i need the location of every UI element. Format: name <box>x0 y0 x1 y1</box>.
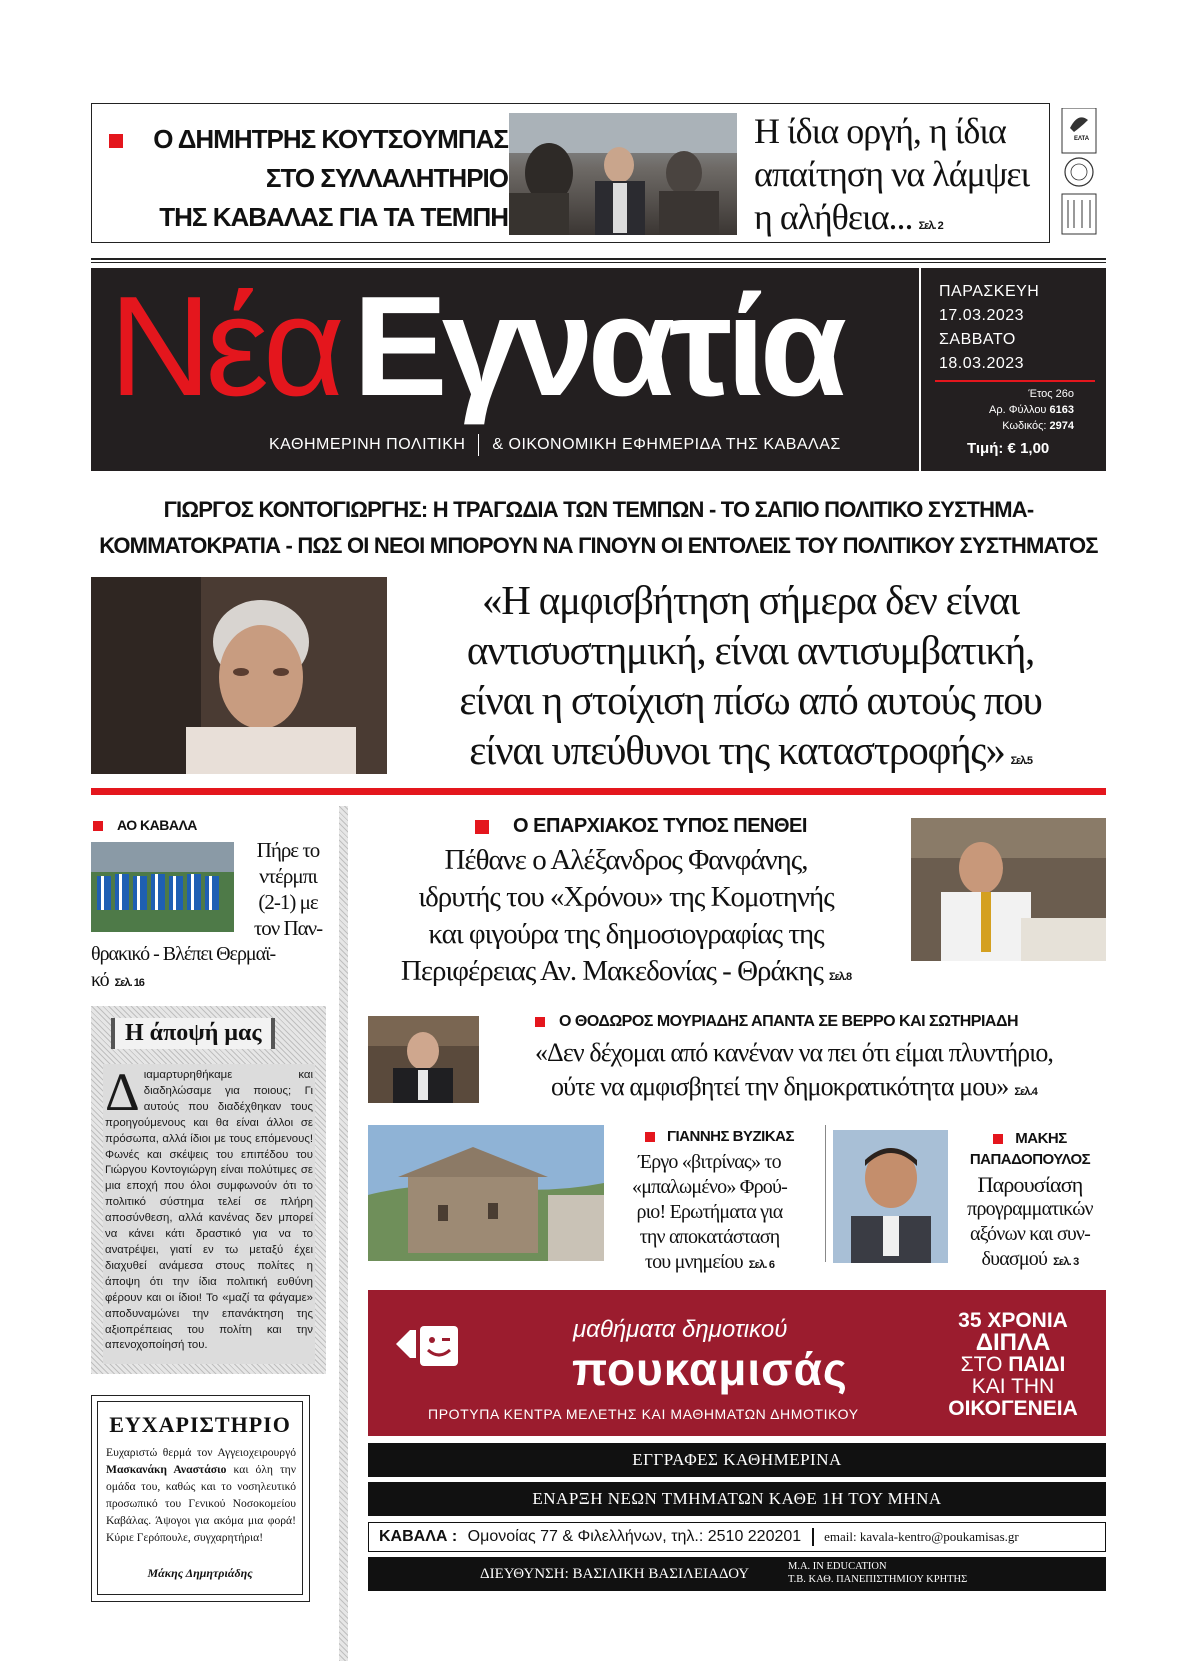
bullet-square-icon <box>475 820 489 834</box>
top-teaser-box <box>91 103 1050 243</box>
ad-tagline: μαθήματα δημοτικού <box>573 1316 788 1343</box>
thanks-body <box>106 1444 296 1546</box>
vyzikas-line: Έργο «βιτρίνας» το <box>638 1151 781 1173</box>
day-2: ΣΑΒΒΑΤΟ <box>939 331 1016 348</box>
red-divider <box>91 788 1106 795</box>
mouriadis-kicker <box>535 1013 1018 1031</box>
date-1: 17.03.2023 <box>939 307 1025 324</box>
address-separator <box>812 1528 814 1546</box>
papadopoulos-text <box>950 1172 1110 1275</box>
quote-line: απαίτηση να λάμψει <box>754 154 1030 194</box>
sports-line: (2-1) με <box>258 890 318 914</box>
vyzikas-kicker <box>645 1128 794 1145</box>
director-note: Μ.Α. IN EDUCATION <box>788 1561 887 1572</box>
sports-line: κό <box>91 969 109 991</box>
ad-brand: πουκαμισάς <box>572 1343 848 1395</box>
page-ref: Σελ. 2 <box>918 220 943 232</box>
ad-bar-enrollment: ΕΓΓΡΑΦΕΣ ΚΑΘΗΜΕΡΙΝΑ <box>368 1443 1106 1477</box>
page-ref: Σελ.4 <box>1014 1086 1037 1098</box>
code-number: 2974 <box>1049 420 1074 432</box>
thanks-title: ΕΥΧΑΡΙΣΤΗΡΙΟ <box>109 1412 291 1437</box>
castle-image <box>368 1125 604 1261</box>
castle-photo <box>368 1125 604 1261</box>
sports-line: τον Παν- <box>253 916 323 940</box>
page-ref: Σελ.5 <box>1010 755 1032 767</box>
years-line: ΠΑΙΔΙ <box>1008 1353 1066 1376</box>
page-ref: Σελ.8 <box>828 971 852 983</box>
subtitle-divider <box>478 434 479 456</box>
main-quote <box>395 575 1106 786</box>
address-email[interactable]: email: kavala-kentro@poukamisas.gr <box>824 1529 1019 1544</box>
drop-cap: Δ <box>105 1062 140 1122</box>
subtitle-left: ΚΑΘΗΜΕΡΙΝΗ ΠΟΛΙΤΙΚΗ <box>269 436 466 454</box>
papadopoulos-line: δυασμού <box>981 1248 1048 1270</box>
title-red: Νέα <box>109 267 339 426</box>
date-red-rule <box>935 380 1095 382</box>
years-line: ΚΑΙ ΤΗΝ <box>971 1375 1055 1398</box>
date-2: 18.03.2023 <box>939 355 1025 372</box>
vyzikas-divider <box>825 1125 826 1262</box>
code-label: Κωδικός: <box>1002 420 1047 432</box>
issue-info <box>989 386 1074 434</box>
quote-line: «Η αμφισβήτηση σήμερα δεν είναι <box>482 577 1019 623</box>
bullet-square-icon <box>109 134 123 148</box>
thanks-signature: Μάκης Δημητριάδης <box>147 1566 253 1580</box>
mouriadis-line: ούτε να αμφισβητεί την δημοκρατικότητα μου» <box>551 1072 1009 1101</box>
obit-headline <box>360 842 892 996</box>
mouriadis-line: «Δεν δέχομαι από κανέναν να πει ότι είμαι πλυντήριο, <box>534 1038 1054 1067</box>
top-teaser-quote <box>754 110 1044 248</box>
obit-line: και φιγούρα της δημοσιογραφίας της <box>428 918 824 950</box>
bullet-square-icon <box>645 1132 655 1142</box>
pencil-smile-icon <box>392 1320 462 1400</box>
obit-line: ιδρυτής του «Χρόνου» της Κομοτηνής <box>418 881 834 913</box>
director-note: Τ.Β. ΚΑΘ. ΠΑΝΕΠΙΣΤΗΜΙΟΥ ΚΡΗΤΗΣ <box>788 1574 968 1585</box>
masthead <box>91 268 1106 471</box>
sports-photo <box>91 842 234 932</box>
elta-badge-icon <box>1060 108 1100 238</box>
sports-line: Πήρε το <box>256 838 320 862</box>
sports-kicker-text: ΑΟ ΚΑΒΑΛΑ <box>117 817 197 833</box>
team-image <box>91 842 234 932</box>
opinion-body: ιαμαρτυρηθήκαμε και διαδηλώσαμε για ποιους; Γι αυτούς που διαδέχθηκαν τους προηγούμενους και θα είναι άλλοι σε πρόσωπα, αλλά ίδιοι με τους επόμενους! Φωνές και σκέψεις του επιπέδου του Γιώργου Κοντογιώργη είναι πολύτιμες σε μια εποχή που όλοι συμφωνούν ότι το πολιτικό σύστημα τελεί σε πλήρη αποσύνθεση, αλλά κανένας δεν μπορεί να κάνει κάτι δραστικό για να το ανατρέψει, γιατί εν τω μεταξύ έχει διαχυθεί ανάμεσα στους πολίτες η άποψη ότι την ίδια πολιτική ευθύνη φέρουν και οι ίδιοι! Το «μαζί τα φάγαμε» αποδυναμώνει την επανάκτηση της αξιοπρέπειας του πολίτη και την απενοχοποίησή του. <box>105 1069 313 1352</box>
sports-line: ντέρμπι <box>259 864 317 888</box>
issue-label: Αρ. Φύλλου <box>988 404 1047 416</box>
teaser-line: ΤΗΣ ΚΑΒΑΛΑΣ ΓΙΑ ΤΑ ΤΕΜΠΗ <box>159 202 508 232</box>
bullet-square-icon <box>535 1017 545 1027</box>
page-ref: Σελ. 3 <box>1053 1256 1079 1268</box>
sports-kicker <box>91 817 197 833</box>
obit-line: Περιφέρειας Αν. Μακεδονίας - Θράκης <box>400 955 823 987</box>
vyzikas-text <box>612 1150 807 1278</box>
poukamisas-ad[interactable] <box>368 1290 1106 1436</box>
price: Τιμή: € 1,00 <box>967 440 1050 457</box>
main-kicker <box>91 492 1106 564</box>
vyzikas-line: την αποκατάσταση <box>639 1226 780 1248</box>
subtitle-right: & ΟΙΚΟΝΟΜΙΚΗ ΕΦΗΜΕΡΙΔΑ ΤΗΣ ΚΑΒΑΛΑΣ <box>492 436 841 454</box>
papadopoulos-kicker <box>955 1128 1105 1170</box>
year: Έτος 26ο <box>1028 388 1074 400</box>
mouriadis-headline <box>482 1036 1106 1109</box>
address-text: Ομονοίας 77 & Φιλελλήνων, τηλ.: 2510 220201 <box>467 1528 802 1545</box>
opinion-title <box>111 1018 275 1049</box>
thanks-box <box>91 1395 310 1602</box>
crowd-image <box>509 113 737 235</box>
years-line: 35 ΧΡΟΝΙΑ <box>958 1309 1068 1332</box>
side-badges <box>1060 108 1100 238</box>
top-teaser-headline <box>108 120 508 237</box>
quote-line: Η ίδια οργή, η ίδια <box>754 111 1006 151</box>
vyzikas-line: ριο! Ερωτήματα για <box>636 1201 783 1223</box>
thanks-name: Μασκανάκη Αναστάσιο <box>106 1463 227 1476</box>
opinion-body-wrap <box>103 1064 315 1364</box>
masthead-date-panel <box>919 268 1106 471</box>
obit-line: Πέθανε ο Αλέξανδρος Φανφάνης, <box>444 844 808 876</box>
mouriadis-photo <box>368 1016 479 1103</box>
issue-number: 6163 <box>1049 404 1074 416</box>
sports-text <box>238 837 338 941</box>
sports-tail <box>91 941 338 996</box>
masthead-title <box>109 262 841 432</box>
elta-label: ΕΛΤΑ <box>1074 136 1090 142</box>
mouriadis-kicker-text: Ο ΘΟΔΩΡΟΣ ΜΟΥΡΙΑΔΗΣ ΑΠΑΝΤΑ ΣΕ ΒΕΡΡΟ ΚΑΙ ΣΩΤΗΡΙΑΔΗ <box>559 1013 1018 1030</box>
quote-line: η αλήθεια... <box>754 197 913 237</box>
sports-line: θρακικό - Βλέπει Θερμαϊ- <box>91 943 276 965</box>
column-divider <box>339 806 348 1661</box>
papadopoulos-photo <box>833 1130 948 1263</box>
teaser-line: Ο ΔΗΜΗΤΡΗΣ ΚΟΥΤΣΟΥΜΠΑΣ <box>153 124 508 154</box>
kicker-line: ΓΙΩΡΓΟΣ ΚΟΝΤΟΓΙΩΡΓΗΣ: Η ΤΡΑΓΩΔΙΑ ΤΩΝ ΤΕΜΠΩΝ - ΤΟ ΣΑΠΙΟ ΠΟΛΙΤΙΚΟ ΣΥΣΤΗΜΑ- <box>163 497 1034 522</box>
page-ref: Σελ. 6 <box>748 1259 775 1271</box>
opinion-box <box>91 1006 326 1374</box>
vyzikas-line: «μπαλωμένο» Φρού- <box>632 1176 787 1198</box>
masthead-subtitle <box>269 434 989 456</box>
fanfanis-photo <box>911 818 1106 961</box>
papadopoulos-kicker-text: ΠΑΠΑΔΟΠΟΥΛΟΣ <box>969 1151 1091 1168</box>
portrait-image <box>833 1130 948 1263</box>
director-notes <box>788 1560 967 1586</box>
koutsoumpas-photo <box>509 113 737 235</box>
ad-years <box>928 1310 1098 1420</box>
kicker-line: ΚΟΜΜΑΤΟΚΡΑΤΙΑ - ΠΩΣ ΟΙ ΝΕΟΙ ΜΠΟΡΟΥΝ ΝΑ ΓΙΝΟΥΝ ΟΙ ΕΝΤΟΛΕΙΣ ΤΟΥ ΠΟΛΙΤΙΚΟΥ ΣΥΣΤΗΜΑΤΟΣ <box>99 533 1098 558</box>
quote-line: είναι υπεύθυνοι της καταστροφής» <box>469 727 1005 773</box>
director-name: ΔΙΕΥΘΥΝΣΗ: ΒΑΣΙΛΙΚΗ ΒΑΣΙΛΕΙΑΔΟΥ <box>480 1566 750 1582</box>
quote-line: είναι η στοίχιση πίσω από αυτούς που <box>459 677 1042 723</box>
address-city: ΚΑΒΑΛΑ : <box>379 1528 458 1545</box>
obit-kicker-text: Ο ΕΠΑΡΧΙΑΚΟΣ ΤΥΠΟΣ ΠΕΝΘΕΙ <box>513 815 807 837</box>
bullet-square-icon <box>93 821 103 831</box>
thanks-text: και όλη την ομάδα του, καθώς και το νοσηλευτικό προσωπικό του Γενικού Νοσοκομείου Καβάλας. Άψογοι για ακόμα μια φορά! Κύριε Γερόπουλε, συγχαρητήρια! <box>106 1463 296 1544</box>
vyzikas-kicker-text: ΓΙΑΝΝΗΣ ΒΥΖΙΚΑΣ <box>667 1128 795 1145</box>
ad-subtitle: ΠΡΟΤΥΠΑ ΚΕΝΤΡΑ ΜΕΛΕΤΗΣ ΚΑΙ ΜΑΘΗΜΑΤΩΝ ΔΗΜΟΤΙΚΟΥ <box>428 1406 859 1422</box>
thanks-text: Ευχαριστώ θερμά τον Αγγειοχειρουργό <box>106 1446 296 1459</box>
title-white: Εγνατία <box>352 267 842 426</box>
quote-line: αντισυστημική, είναι αντισυμβατική, <box>466 627 1035 673</box>
ad-address-bar <box>368 1522 1106 1552</box>
papadopoulos-kicker-text: ΜΑΚΗΣ <box>1015 1130 1067 1147</box>
portrait-image <box>91 577 387 774</box>
obit-kicker <box>475 815 807 838</box>
kontogiorgis-photo <box>91 577 387 774</box>
day-1: ΠΑΡΑΣΚΕΥΗ <box>939 283 1040 300</box>
years-line: ΣΤΟ <box>960 1353 1003 1376</box>
vyzikas-line: του μνημείου <box>644 1251 743 1273</box>
opinion-title-text: Η άποψή μας <box>125 1020 262 1046</box>
papadopoulos-line: προγραμματικών <box>967 1198 1093 1220</box>
teaser-line: ΣΤΟ ΣΥΛΛΑΛΗΤΗΡΙΟ <box>265 163 508 193</box>
top-divider <box>91 258 1106 260</box>
papadopoulos-line: Παρουσίαση <box>977 1172 1083 1197</box>
years-line: ΟΙΚΟΓΕΝΕΙΑ <box>948 1397 1078 1420</box>
portrait-image <box>368 1016 479 1103</box>
portrait-image <box>911 818 1106 961</box>
ad-bar-new-classes: ΕΝΑΡΞΗ ΝΕΩΝ ΤΜΗΜΑΤΩΝ ΚΑΘΕ 1Η ΤΟΥ ΜΗΝΑ <box>368 1482 1106 1516</box>
ad-director-bar <box>368 1557 1106 1591</box>
years-line: ΔΙΠΛΑ <box>975 1329 1051 1356</box>
page-ref: Σελ. 16 <box>114 977 144 989</box>
bullet-square-icon <box>993 1134 1003 1144</box>
date-block <box>939 280 1039 376</box>
papadopoulos-line: αξόνων και συν- <box>969 1223 1091 1245</box>
